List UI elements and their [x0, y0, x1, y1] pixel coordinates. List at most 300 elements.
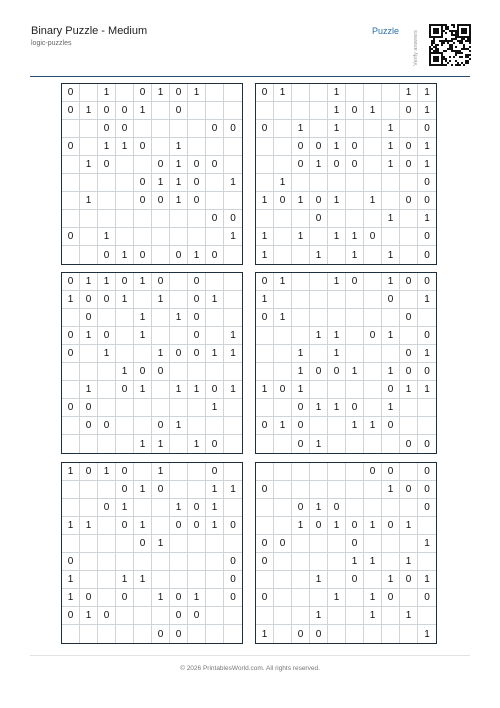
puzzle-cell [188, 210, 206, 228]
puzzle-cell [80, 435, 98, 453]
puzzle-cell [188, 553, 206, 571]
puzzle-cell [152, 309, 170, 327]
puzzle-cell [310, 273, 328, 291]
puzzle-cell [134, 417, 152, 435]
puzzle-cell: 0 [224, 210, 242, 228]
puzzle-cell [346, 192, 364, 210]
puzzle-cell [274, 625, 292, 643]
puzzle-cell [310, 535, 328, 553]
puzzle-cell [224, 156, 242, 174]
puzzle-cell [170, 291, 188, 309]
puzzle-cell: 1 [62, 589, 80, 607]
puzzle-cell: 1 [188, 589, 206, 607]
puzzle-cell: 0 [170, 517, 188, 535]
puzzle-cell [206, 625, 224, 643]
puzzle-cell: 0 [170, 589, 188, 607]
puzzle-cell: 0 [256, 273, 274, 291]
puzzle-cell [188, 481, 206, 499]
puzzle-cell: 1 [382, 571, 400, 589]
puzzle-cell: 0 [98, 102, 116, 120]
puzzle-cell [80, 120, 98, 138]
puzzle-cell [418, 399, 436, 417]
puzzle-cell [364, 499, 382, 517]
puzzle-cell: 0 [116, 589, 134, 607]
puzzle-cell: 1 [224, 174, 242, 192]
puzzle-cell: 0 [152, 156, 170, 174]
puzzle-cell [98, 435, 116, 453]
puzzle-cell [116, 435, 134, 453]
puzzle-cell: 0 [310, 138, 328, 156]
puzzle-cell: 0 [274, 381, 292, 399]
puzzle-cell [346, 291, 364, 309]
puzzle-cell [274, 553, 292, 571]
puzzle-cell [116, 535, 134, 553]
puzzle-cell: 0 [170, 102, 188, 120]
puzzle-cell: 0 [62, 84, 80, 102]
puzzle-cell: 0 [188, 174, 206, 192]
puzzle-cell [310, 228, 328, 246]
puzzle-cell [170, 435, 188, 453]
puzzle-cell: 1 [256, 291, 274, 309]
puzzle-cell [310, 553, 328, 571]
puzzle-cell [134, 463, 152, 481]
puzzle-cell: 1 [310, 571, 328, 589]
puzzle-cell [206, 273, 224, 291]
puzzle-cell [206, 174, 224, 192]
puzzle-cell: 0 [152, 363, 170, 381]
puzzle-cell [116, 228, 134, 246]
puzzle-cell [400, 174, 418, 192]
puzzle-cell: 0 [170, 84, 188, 102]
puzzle-cell [116, 84, 134, 102]
puzzle-cell [206, 571, 224, 589]
puzzle-cell: 1 [80, 607, 98, 625]
binary-puzzle-grid-2 [255, 83, 437, 265]
puzzle-cell [274, 363, 292, 381]
puzzle-cell [134, 589, 152, 607]
puzzle-cell [328, 535, 346, 553]
puzzle-cell: 1 [364, 192, 382, 210]
puzzle-cell: 1 [98, 228, 116, 246]
puzzle-cell: 0 [310, 192, 328, 210]
puzzle-cell: 1 [346, 363, 364, 381]
puzzle-cell [152, 607, 170, 625]
puzzle-cell: 1 [152, 463, 170, 481]
puzzle-cell: 0 [328, 156, 346, 174]
puzzle-cell [170, 327, 188, 345]
puzzle-cell: 0 [188, 309, 206, 327]
puzzle-cell [274, 481, 292, 499]
puzzle-cell: 1 [424, 628, 430, 640]
puzzle-cell [98, 571, 116, 589]
binary-puzzle-grid-4 [255, 272, 437, 454]
puzzle-cell: 0 [206, 381, 224, 399]
puzzle-cell: 0 [346, 273, 364, 291]
puzzle-cell [382, 435, 400, 453]
puzzle-cell [116, 607, 134, 625]
puzzle-cell [170, 120, 188, 138]
puzzle-cell [206, 228, 224, 246]
puzzle-cell [274, 435, 292, 453]
puzzle-cell: 1 [328, 120, 346, 138]
puzzle-cell [382, 192, 400, 210]
puzzle-cell [274, 156, 292, 174]
puzzle-cell [346, 210, 364, 228]
puzzle-cell [328, 553, 346, 571]
footer-copyright: © 2026 PrintablesWorld.com. All rights reserved. [180, 665, 320, 672]
puzzle-cell [364, 84, 382, 102]
puzzle-cell: 1 [170, 156, 188, 174]
puzzle-cell: 1 [224, 481, 242, 499]
puzzle-cell: 1 [98, 463, 116, 481]
puzzle-cell: 1 [274, 417, 292, 435]
puzzle-cell: 0 [98, 156, 116, 174]
puzzle-cell [224, 363, 242, 381]
puzzle-cell [170, 535, 188, 553]
puzzle-cell: 0 [382, 463, 400, 481]
puzzle-cell [310, 291, 328, 309]
puzzle-cell [98, 481, 116, 499]
puzzle-cell [328, 381, 346, 399]
puzzle-cell [224, 399, 242, 417]
puzzle-cell: 0 [400, 309, 418, 327]
puzzle-cell: 0 [382, 417, 400, 435]
puzzle-cell [170, 363, 188, 381]
puzzle-cell [418, 517, 436, 535]
puzzle-cell [98, 535, 116, 553]
puzzle-cell: 1 [206, 291, 224, 309]
puzzle-cell: 1 [206, 345, 224, 363]
puzzle-cell: 0 [364, 228, 382, 246]
binary-puzzle-grid-5 [61, 462, 243, 644]
puzzle-cell [346, 345, 364, 363]
puzzle-cell [80, 535, 98, 553]
puzzle-cell: 1 [382, 138, 400, 156]
puzzle-cell [274, 210, 292, 228]
puzzle-cell: 1 [62, 463, 80, 481]
puzzle-cell [328, 174, 346, 192]
puzzle-cell [62, 535, 80, 553]
puzzle-cell: 1 [364, 417, 382, 435]
puzzle-cell [62, 210, 80, 228]
puzzle-cell [274, 517, 292, 535]
puzzle-cell [274, 463, 292, 481]
puzzle-cell [364, 156, 382, 174]
puzzle-cell: 0 [310, 625, 328, 643]
puzzle-cell: 1 [400, 381, 418, 399]
puzzle-cell: 1 [98, 84, 116, 102]
puzzle-cell: 0 [292, 399, 310, 417]
puzzle-cell: 0 [170, 246, 188, 264]
puzzle-cell: 1 [98, 345, 116, 363]
puzzle-cell [134, 291, 152, 309]
puzzle-cell: 1 [80, 327, 98, 345]
puzzle-cell: 1 [224, 327, 242, 345]
puzzle-cell [170, 399, 188, 417]
puzzle-cell: 0 [62, 138, 80, 156]
puzzle-cell: 1 [292, 381, 310, 399]
puzzle-cell [256, 517, 274, 535]
puzzle-cell [364, 381, 382, 399]
puzzle-cell: 1 [382, 273, 400, 291]
puzzle-cell: 1 [256, 192, 274, 210]
puzzle-cell: 1 [328, 327, 346, 345]
puzzle-cell [80, 174, 98, 192]
puzzle-cell: 1 [418, 535, 436, 553]
puzzle-cell: 0 [400, 273, 418, 291]
puzzle-cell: 1 [274, 309, 292, 327]
puzzle-cell: 0 [116, 381, 134, 399]
puzzle-cell: 0 [310, 210, 328, 228]
puzzle-cell [364, 399, 382, 417]
puzzle-cell: 1 [116, 291, 134, 309]
puzzle-cell: 0 [116, 463, 134, 481]
puzzle-cell: 1 [206, 517, 224, 535]
puzzle-cell: 0 [424, 249, 430, 261]
puzzle-cell [152, 102, 170, 120]
puzzle-cell: 0 [134, 363, 152, 381]
puzzle-cell: 0 [292, 499, 310, 517]
puzzle-cell: 1 [328, 228, 346, 246]
puzzle-cell: 1 [170, 499, 188, 517]
puzzle-cell [346, 625, 364, 643]
puzzle-cell: 1 [170, 138, 188, 156]
puzzle-cell: 0 [382, 291, 400, 309]
puzzle-cell [80, 210, 98, 228]
puzzle-cell [80, 138, 98, 156]
puzzle-cell [292, 327, 310, 345]
puzzle-cell [256, 435, 274, 453]
puzzle-cell [274, 345, 292, 363]
puzzle-cell: 0 [62, 399, 80, 417]
puzzle-cell [152, 210, 170, 228]
puzzle-cell: 1 [418, 210, 436, 228]
puzzle-cell [224, 535, 242, 553]
puzzle-cell: 0 [346, 517, 364, 535]
puzzle-cell: 0 [170, 345, 188, 363]
puzzle-cell [206, 589, 224, 607]
puzzle-cell: 0 [346, 571, 364, 589]
puzzle-cell: 0 [134, 535, 152, 553]
puzzle-cell [62, 156, 80, 174]
puzzle-cell [152, 571, 170, 589]
puzzle-cell: 0 [152, 417, 170, 435]
document-kind-label: Puzzle [372, 26, 400, 36]
puzzle-cell: 0 [80, 309, 98, 327]
puzzle-cell [188, 571, 206, 589]
puzzle-cell [364, 120, 382, 138]
puzzle-cell [62, 499, 80, 517]
puzzle-cell: 1 [256, 625, 274, 643]
puzzle-cell [418, 309, 436, 327]
puzzle-cell: 0 [328, 363, 346, 381]
puzzle-cell [80, 553, 98, 571]
puzzle-cell: 0 [152, 273, 170, 291]
puzzle-cell: 0 [152, 481, 170, 499]
page-subtitle: logic-puzzles [31, 40, 72, 47]
puzzle-cell: 0 [134, 84, 152, 102]
puzzle-cell: 1 [134, 381, 152, 399]
puzzle-cell [116, 417, 134, 435]
puzzle-cell [80, 481, 98, 499]
puzzle-cell [116, 174, 134, 192]
puzzle-cell: 0 [206, 120, 224, 138]
puzzle-cell [188, 102, 206, 120]
puzzle-cell [382, 228, 400, 246]
puzzle-cell: 0 [292, 417, 310, 435]
puzzle-cell [382, 625, 400, 643]
puzzle-cell: 0 [206, 210, 224, 228]
puzzle-cell [224, 309, 242, 327]
puzzle-cell: 1 [152, 435, 170, 453]
puzzle-cell [206, 84, 224, 102]
puzzle-cell [62, 481, 80, 499]
puzzle-cell [364, 246, 382, 264]
puzzle-cell: 1 [224, 228, 242, 246]
puzzle-cell [134, 499, 152, 517]
puzzle-cell [256, 463, 274, 481]
puzzle-cell [188, 363, 206, 381]
puzzle-cell [382, 553, 400, 571]
puzzle-cell [188, 228, 206, 246]
puzzle-cell: 0 [170, 625, 188, 643]
puzzle-cell: 1 [364, 589, 382, 607]
puzzle-cell [364, 435, 382, 453]
puzzle-cell: 0 [256, 535, 274, 553]
puzzle-cell: 1 [418, 102, 436, 120]
puzzle-cell [292, 463, 310, 481]
puzzle-cell [292, 246, 310, 264]
puzzle-cell: 0 [274, 192, 292, 210]
puzzle-cell [346, 481, 364, 499]
puzzle-cell [62, 246, 80, 264]
puzzle-cell: 1 [346, 553, 364, 571]
puzzle-cell [400, 463, 418, 481]
puzzle-cell [188, 463, 206, 481]
puzzle-cell [274, 138, 292, 156]
puzzle-cell: 0 [328, 499, 346, 517]
puzzle-cell: 0 [292, 625, 310, 643]
puzzle-cell [98, 174, 116, 192]
puzzle-cell: 0 [310, 363, 328, 381]
puzzle-cell: 1 [346, 417, 364, 435]
puzzle-cell [382, 309, 400, 327]
puzzle-cell: 1 [328, 345, 346, 363]
puzzle-cell: 0 [418, 327, 436, 345]
puzzle-cell [152, 499, 170, 517]
puzzle-cell [256, 138, 274, 156]
puzzle-cell [346, 309, 364, 327]
puzzle-cell [116, 399, 134, 417]
puzzle-cell: 1 [400, 517, 418, 535]
puzzle-cell [170, 463, 188, 481]
puzzle-cell: 1 [292, 363, 310, 381]
puzzle-cell: 0 [418, 174, 436, 192]
puzzle-cell [274, 571, 292, 589]
puzzle-cell: 0 [400, 192, 418, 210]
puzzle-cell: 1 [170, 192, 188, 210]
puzzle-cell [400, 291, 418, 309]
puzzle-cell: 1 [328, 517, 346, 535]
puzzle-cell [274, 246, 292, 264]
puzzle-cell: 1 [328, 102, 346, 120]
binary-puzzle-grid-6 [255, 462, 437, 644]
puzzle-cell: 0 [346, 102, 364, 120]
puzzle-cell [134, 625, 152, 643]
puzzle-cell: 1 [400, 607, 418, 625]
puzzle-cell: 1 [292, 192, 310, 210]
puzzle-cell [346, 381, 364, 399]
puzzle-cell: 1 [62, 571, 80, 589]
puzzle-cell [116, 156, 134, 174]
puzzle-cell [80, 345, 98, 363]
puzzle-cell: 0 [400, 363, 418, 381]
puzzle-cell: 1 [134, 435, 152, 453]
puzzle-cell: 0 [80, 291, 98, 309]
puzzle-cell [98, 363, 116, 381]
puzzle-cell [328, 246, 346, 264]
puzzle-cell [274, 327, 292, 345]
puzzle-cell: 0 [116, 481, 134, 499]
puzzle-cell: 0 [346, 399, 364, 417]
puzzle-cell: 0 [62, 273, 80, 291]
puzzle-cell: 0 [224, 120, 242, 138]
puzzle-cell: 1 [152, 291, 170, 309]
puzzle-cell [206, 138, 224, 156]
puzzle-cell: 1 [328, 138, 346, 156]
puzzle-cell [292, 210, 310, 228]
puzzle-cell: 1 [62, 517, 80, 535]
puzzle-cell [364, 273, 382, 291]
puzzle-cell: 1 [400, 553, 418, 571]
puzzle-cell [328, 481, 346, 499]
puzzle-cell [206, 192, 224, 210]
puzzle-cell [152, 228, 170, 246]
puzzle-cell [188, 417, 206, 435]
puzzle-cell [116, 625, 134, 643]
puzzle-cell [224, 138, 242, 156]
puzzle-cell [346, 435, 364, 453]
puzzle-cell: 0 [80, 589, 98, 607]
puzzle-cell [364, 174, 382, 192]
puzzle-cell [98, 309, 116, 327]
puzzle-cell [116, 210, 134, 228]
puzzle-cell [80, 84, 98, 102]
puzzle-cell [328, 607, 346, 625]
puzzle-cell: 1 [328, 84, 346, 102]
puzzle-cell [134, 156, 152, 174]
puzzle-cell [310, 84, 328, 102]
puzzle-cell [328, 625, 346, 643]
puzzle-cell [152, 327, 170, 345]
puzzle-cell [188, 625, 206, 643]
puzzle-cell [62, 174, 80, 192]
puzzle-cell: 0 [400, 156, 418, 174]
puzzle-cell [188, 120, 206, 138]
puzzle-cell [62, 381, 80, 399]
puzzle-cell: 1 [152, 84, 170, 102]
puzzle-cell [224, 435, 242, 453]
puzzle-cell: 0 [98, 327, 116, 345]
puzzle-cell: 0 [98, 246, 116, 264]
puzzle-cell: 1 [310, 246, 328, 264]
puzzle-cell [134, 607, 152, 625]
puzzle-cell: 0 [364, 327, 382, 345]
puzzle-cell [382, 535, 400, 553]
puzzle-cell: 1 [364, 517, 382, 535]
puzzle-cell [400, 210, 418, 228]
puzzle-cell: 0 [98, 607, 116, 625]
